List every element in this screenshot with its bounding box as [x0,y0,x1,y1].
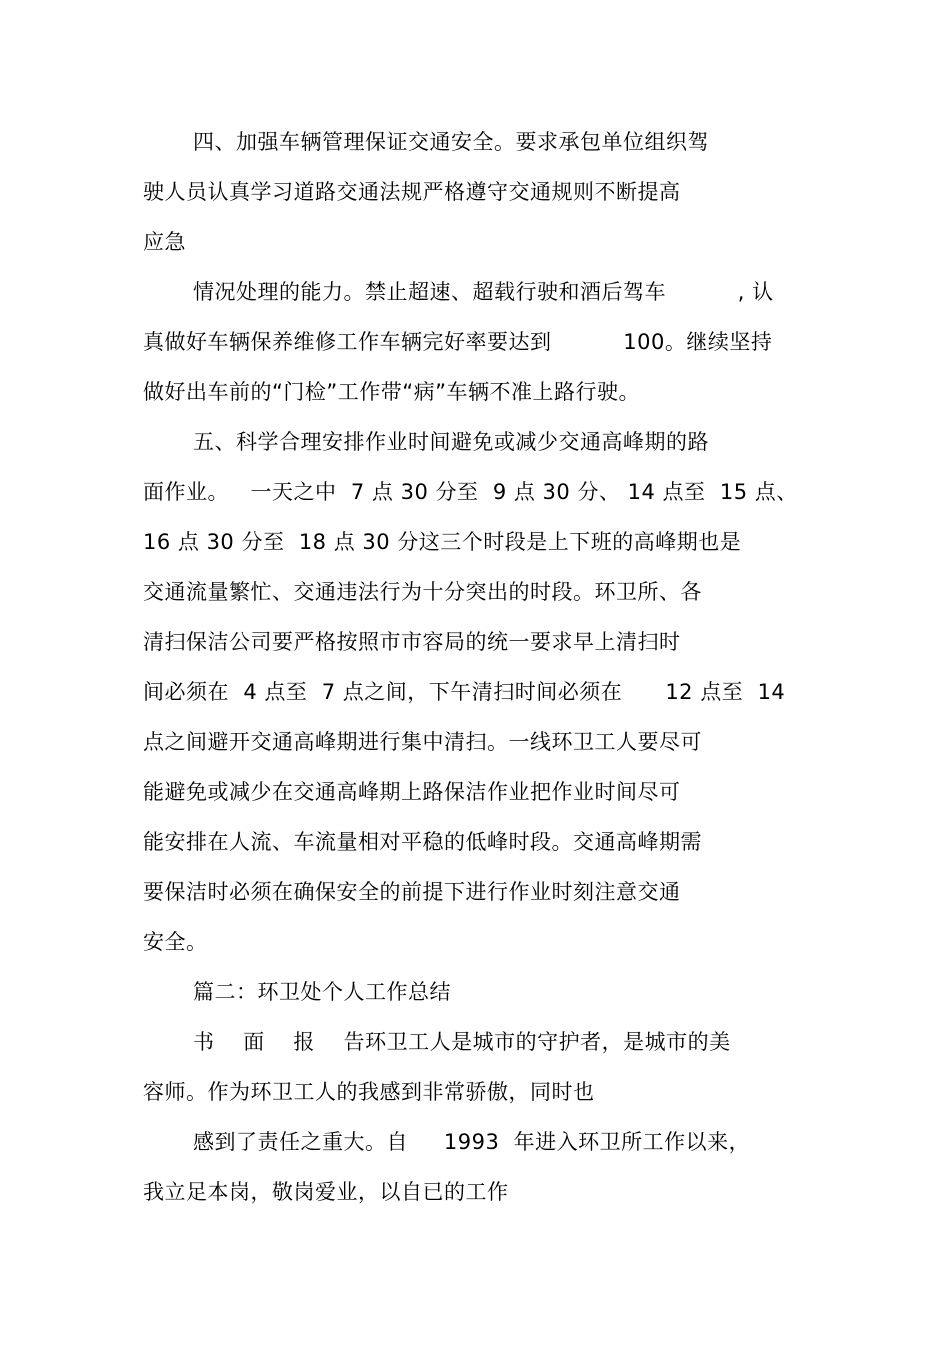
paragraph-line: 做好出车前的“门检”工作带“病”车辆不准上路行驶。 [143,380,641,404]
paragraph-line: 书 面 报 告环卫工人是城市的守护者，是城市的美 [193,1030,731,1054]
paragraph-line: 驶人员认真学习道路交通法规严格遵守交通规则不断提高 [143,180,681,204]
paragraph-line: 四、加强车辆管理保证交通安全。要求承包单位组织驾 [193,130,709,154]
paragraph-line: 交通流量繁忙、交通违法行为十分突出的时段。环卫所、各 [143,580,702,604]
paragraph-line: 清扫保洁公司要严格按照市市容局的统一要求早上清扫时 [143,630,681,654]
paragraph-line: 间必须在 4 点至 7 点之间，下午清扫时间必须在 12 点至 14 [143,680,786,704]
paragraph-line: 感到了责任之重大。自 1993 年进入环卫所工作以来， [193,1130,751,1154]
paragraph-line: 情况处理的能力。禁止超速、超载行驶和酒后驾车 , 认 [193,280,774,304]
paragraph-line: 16 点 30 分至 18 点 30 分这三个时段是上下班的高峰期也是 [143,530,742,554]
paragraph-line: 面作业。 一天之中 7 点 30 分至 9 点 30 分、 14 点至 15 点、 [143,480,798,504]
paragraph-line: 点之间避开交通高峰期进行集中清扫。一线环卫工人要尽可 [143,730,702,754]
paragraph-line: 要保洁时必须在确保安全的前提下进行作业时刻注意交通 [143,880,681,904]
paragraph-line: 能安排在人流、车流量相对平稳的低峰时段。交通高峰期需 [143,830,702,854]
paragraph-line: 应急 [143,230,186,254]
paragraph-line: 真做好车辆保养维修工作车辆完好率要达到 100。继续坚持 [143,330,773,354]
section-heading: 篇二：环卫处个人工作总结 [193,980,451,1004]
paragraph-line: 容师。作为环卫工人的我感到非常骄傲，同时也 [143,1080,595,1104]
paragraph-line: 能避免或减少在交通高峰期上路保洁作业把作业时间尽可 [143,780,681,804]
paragraph-line: 安全。 [143,930,208,954]
paragraph-line: 五、科学合理安排作业时间避免或减少交通高峰期的路 [193,430,709,454]
paragraph-line: 我立足本岗，敬岗爱业，以自已的工作 [143,1180,509,1204]
